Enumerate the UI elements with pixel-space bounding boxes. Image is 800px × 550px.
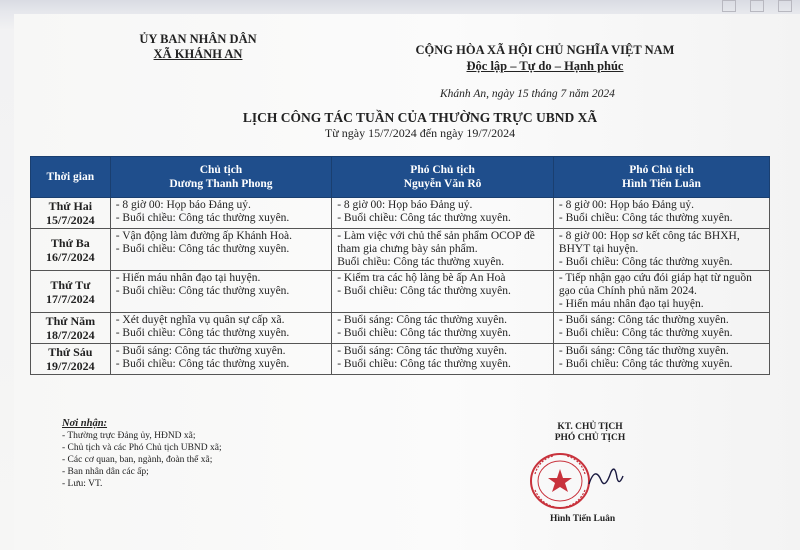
- header-chairman: Chủ tịch Dương Thanh Phong: [110, 157, 332, 198]
- schedule-cell-c1: [110, 271, 332, 313]
- schedule-item: - 8 giờ 00: Họp báo Đảng uỷ.: [115, 199, 251, 211]
- recipient-item: - Ban nhân dân các ấp;: [62, 467, 149, 477]
- table-row: [31, 313, 770, 344]
- official-seal-icon: [529, 452, 591, 510]
- schedule-cell-c1: [110, 198, 332, 229]
- schedule-cell-c3: [553, 344, 769, 375]
- header-vice-chairman-1: Phó Chủ tịch Nguyễn Văn Rô: [332, 157, 554, 198]
- document-title: LỊCH CÔNG TÁC TUẦN CỦA THƯỜNG TRỰC UBND XÃ: [242, 110, 598, 125]
- schedule-cell-c1: [110, 344, 332, 375]
- nation-motto: Độc lập – Tự do – Hạnh phúc: [466, 59, 624, 73]
- recipient-item: - Lưu: VT.: [62, 479, 103, 489]
- schedule-item: - Buổi chiều: Công tác thường xuyên.: [558, 212, 733, 224]
- schedule-cell-c3: [553, 198, 769, 229]
- table-row: [31, 198, 770, 229]
- schedule-item: - Buổi chiều: Công tác thường xuyên.: [337, 327, 511, 339]
- schedule-item: - Xét duyệt nghĩa vụ quân sự cấp xã.: [115, 314, 285, 326]
- schedule-item: - Buổi sáng: Công tác thường xuyên.: [558, 345, 729, 357]
- day-cell: Thứ Tư 17/7/2024: [31, 271, 111, 313]
- day-cell: Thứ Ba 16/7/2024: [31, 229, 111, 271]
- signer-name: Hình Tiến Luân: [550, 514, 616, 524]
- schedule-cell-c3: [553, 271, 769, 313]
- window-button[interactable]: [750, 0, 764, 12]
- table-row: [31, 271, 770, 313]
- schedule-item: - Buổi chiều: Công tác thường xuyên.: [558, 327, 733, 339]
- schedule-item: - Buổi sáng: Công tác thường xuyên.: [115, 345, 286, 357]
- schedule-item: - Hiến máu nhân đạo tại huyện.: [115, 272, 261, 284]
- schedule-item: - Buổi sáng: Công tác thường xuyên.: [558, 314, 729, 326]
- schedule-item: - Buổi chiều: Công tác thường xuyên.: [558, 358, 733, 370]
- window-button[interactable]: [778, 0, 792, 12]
- header-time: Thời gian: [31, 157, 111, 198]
- schedule-item: - 8 giờ 00: Họp báo Đảng uỷ.: [337, 199, 473, 211]
- schedule-cell-c2: [332, 229, 554, 271]
- header-vice-chairman-2: Phó Chủ tịch Hình Tiến Luân: [553, 157, 769, 198]
- recipients-block: [62, 418, 222, 490]
- document-subtitle: Từ ngày 15/7/2024 đến ngày 19/7/2024: [324, 126, 516, 140]
- window-button[interactable]: [722, 0, 736, 12]
- schedule-cell-c1: [110, 229, 332, 271]
- day-cell: Thứ Hai 15/7/2024: [31, 198, 111, 229]
- day-cell: Thứ Năm 18/7/2024: [31, 313, 111, 344]
- day-cell: Thứ Sáu 19/7/2024: [31, 344, 111, 375]
- schedule-cell-c2: [332, 198, 554, 229]
- schedule-item: - Buổi chiều: Công tác thường xuyên.: [115, 212, 290, 224]
- schedule-cell-c2: [332, 271, 554, 313]
- nation-name: CỘNG HÒA XÃ HỘI CHỦ NGHĨA VIỆT NAM: [415, 43, 675, 57]
- recipient-item: - Thường trực Đảng ủy, HĐND xã;: [62, 431, 196, 441]
- schedule-item: - Làm việc với chủ thể sản phẩm OCOP đề tham gia chưng bày sản phẩm.: [337, 230, 535, 255]
- handwritten-signature-icon: [585, 462, 625, 494]
- schedule-item: Buổi chiều: Công tác thường xuyên.: [337, 256, 505, 268]
- org-line-2: XÃ KHÁNH AN: [153, 47, 243, 61]
- schedule-item: - Buổi chiều: Công tác thường xuyên.: [337, 212, 511, 224]
- schedule-item: - 8 giờ 00: Họp báo Đảng uỷ.: [558, 199, 695, 211]
- schedule-table: [30, 156, 770, 375]
- schedule-item: - Tiếp nhận gạo cứu đói giáp hạt từ nguồn gạo của Chính phủ năm 2024.: [558, 272, 752, 297]
- schedule-item: - Buổi sáng: Công tác thường xuyên.: [337, 345, 508, 357]
- schedule-cell-c3: [553, 313, 769, 344]
- schedule-item: - Buổi sáng: Công tác thường xuyên.: [337, 314, 508, 326]
- schedule-item: - Hiến máu nhân đạo tại huyện.: [558, 298, 704, 310]
- document-date: Khánh An, ngày 15 tháng 7 năm 2024: [440, 88, 615, 100]
- sign-title-2: PHÓ CHỦ TỊCH: [554, 433, 626, 443]
- table-header-row: [31, 157, 770, 198]
- recipients-heading: Nơi nhận:: [62, 418, 108, 429]
- schedule-item: - Buổi chiều: Công tác thường xuyên.: [337, 285, 511, 297]
- schedule-cell-c2: [332, 344, 554, 375]
- org-line-1: ỦY BAN NHÂN DÂN: [139, 32, 257, 46]
- schedule-cell-c2: [332, 313, 554, 344]
- recipient-item: - Các cơ quan, ban, ngành, đoàn thể xã;: [62, 455, 213, 465]
- schedule-item: - Buổi chiều: Công tác thường xuyên.: [115, 243, 290, 255]
- table-row: [31, 344, 770, 375]
- sign-title-1: KT. CHỦ TỊCH: [557, 422, 623, 432]
- window-controls: [722, 0, 792, 12]
- signature-block: [530, 422, 650, 444]
- schedule-item: - Buổi chiều: Công tác thường xuyên.: [115, 285, 290, 297]
- schedule-item: - Buổi chiều: Công tác thường xuyên.: [115, 358, 290, 370]
- schedule-cell-c1: [110, 313, 332, 344]
- schedule-item: - 8 giờ 00: Họp sơ kết công tác BHXH, BHYT tại huyện.: [558, 230, 740, 255]
- recipient-item: - Chủ tịch và các Phó Chủ tịch UBND xã;: [62, 443, 222, 453]
- schedule-cell-c3: [553, 229, 769, 271]
- schedule-item: - Buổi chiều: Công tác thường xuyên.: [558, 256, 733, 268]
- schedule-item: - Buổi chiều: Công tác thường xuyên.: [115, 327, 290, 339]
- issuing-organization: [118, 32, 278, 62]
- national-heading: [395, 42, 695, 74]
- schedule-item: - Kiểm tra các hộ làng bè ấp An Hoà: [337, 272, 506, 284]
- schedule-item: - Vận động làm đường ấp Khánh Hoà.: [115, 230, 292, 242]
- table-row: [31, 229, 770, 271]
- schedule-item: - Buổi chiều: Công tác thường xuyên.: [337, 358, 511, 370]
